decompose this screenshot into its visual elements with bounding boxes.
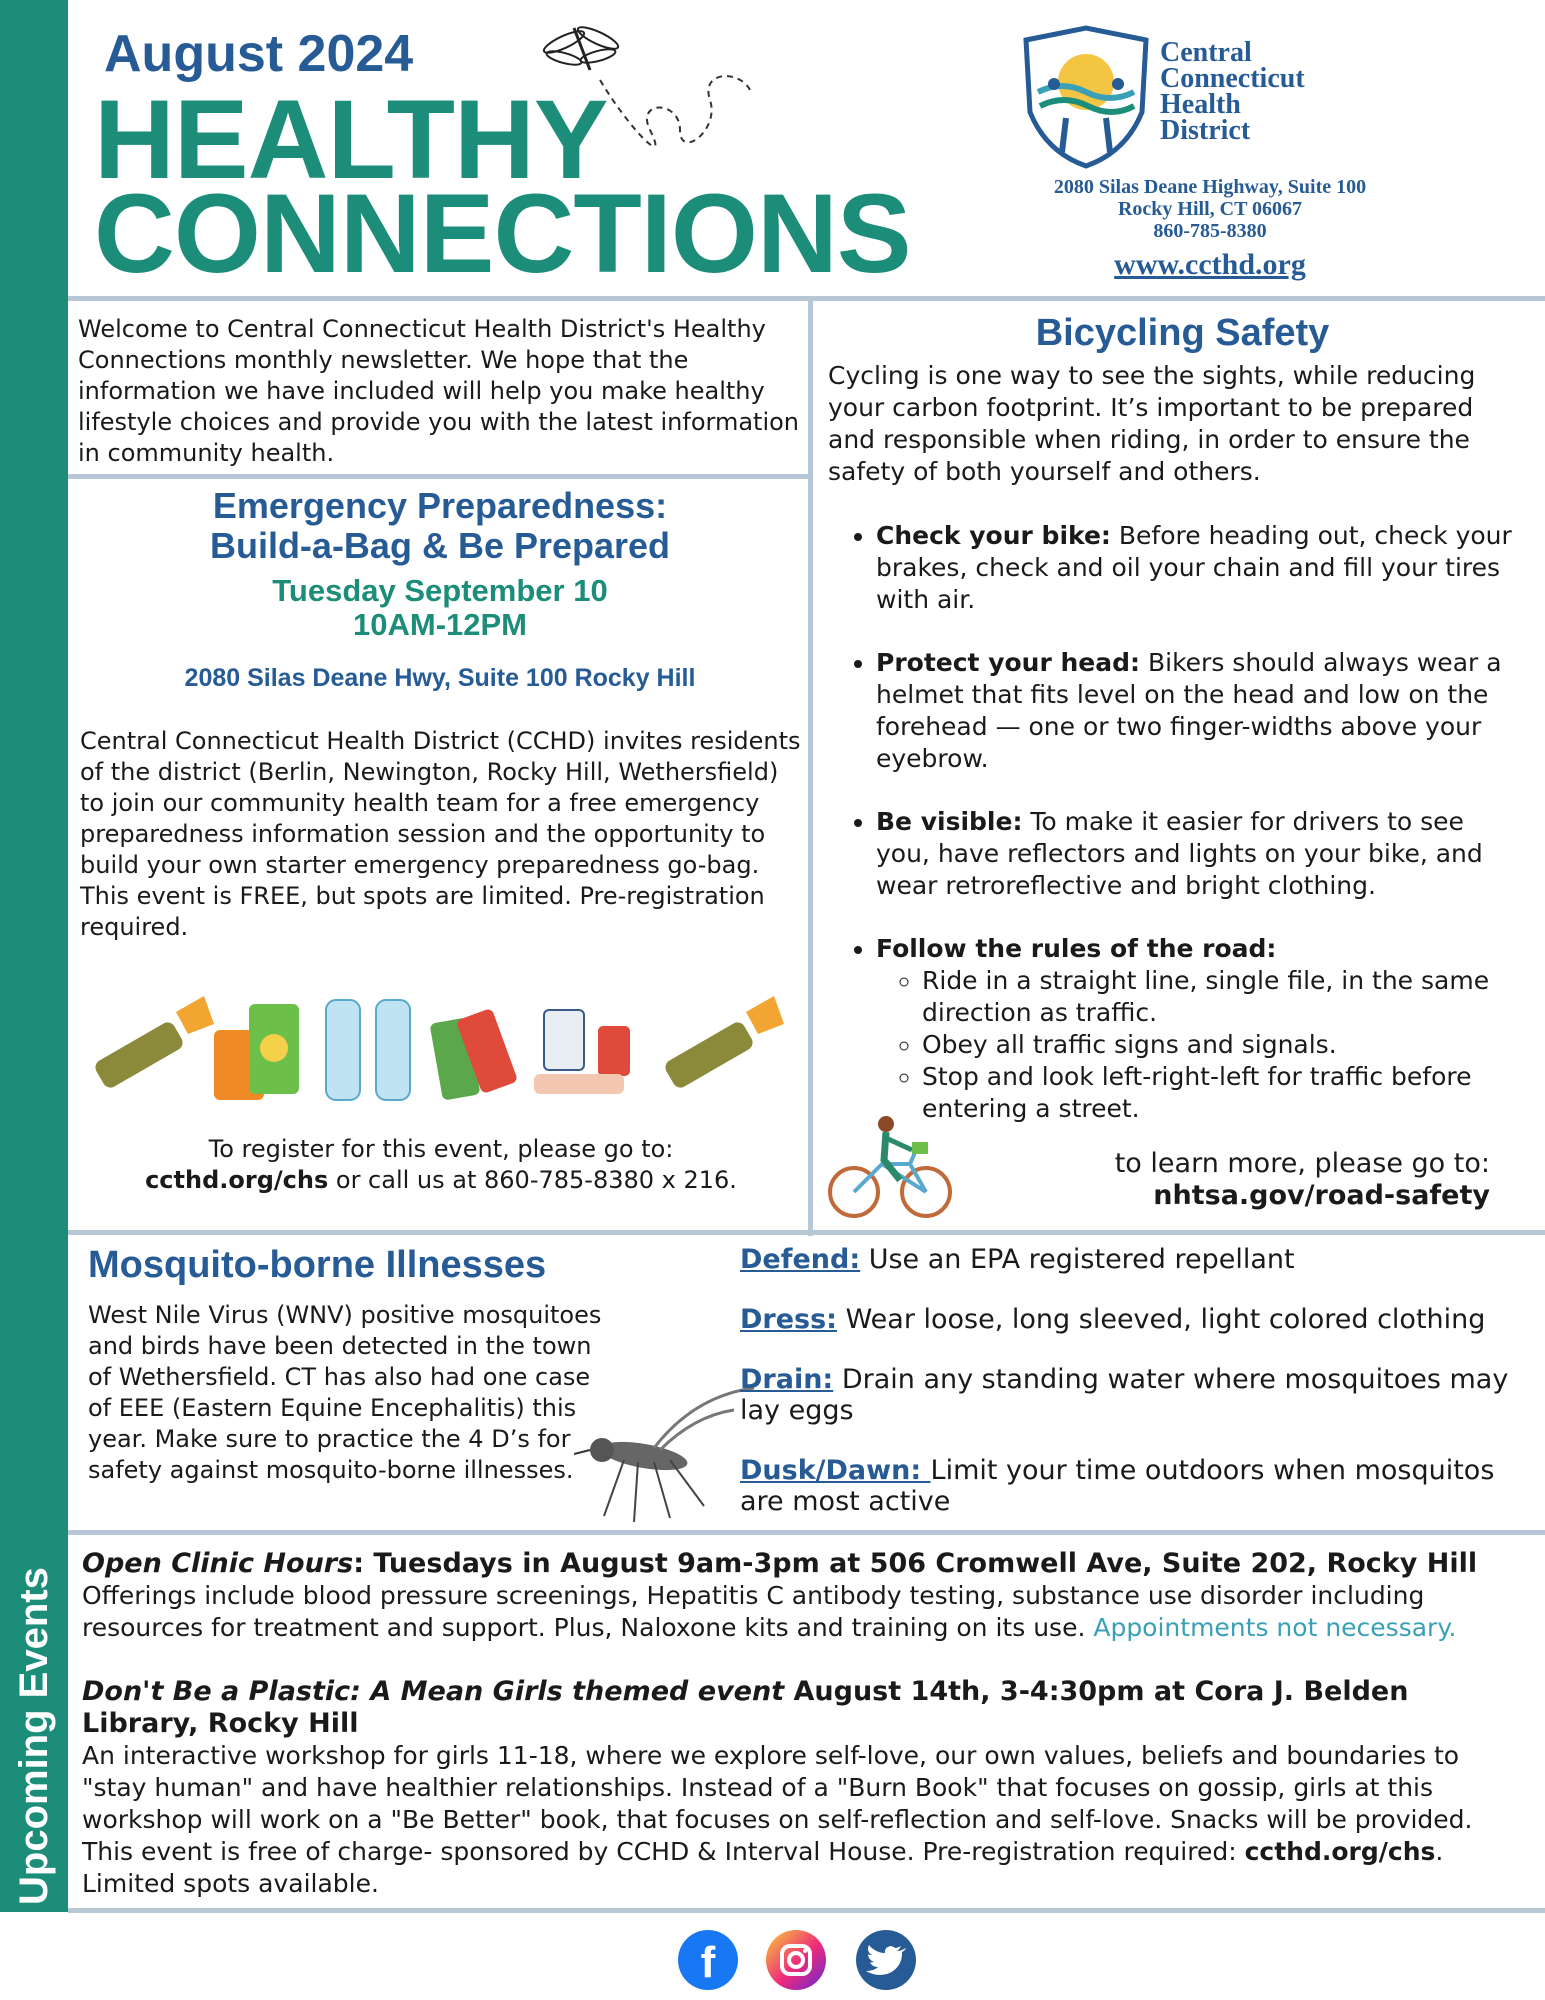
newsletter-title-line1: HEALTHY bbox=[94, 77, 608, 202]
road-rules-list bbox=[876, 965, 1518, 1125]
d-text: Drain any standing water where mosquitoes may lay eggs bbox=[740, 1364, 1509, 1426]
org-name bbox=[1160, 37, 1305, 146]
org-name-line3: Health bbox=[1160, 89, 1241, 120]
twitter-icon[interactable] bbox=[856, 1930, 916, 1990]
instagram-icon[interactable] bbox=[766, 1930, 826, 1990]
plastic-text: An interactive workshop for girls 11-18, where we explore self-love, our own values, beliefs and boundaries to "stay human" and have healthier relationships. Instead of a "Burn Book" that focuses on gossip, girls at this workshop will work on a "Be Better" book, that focuses on self-reflection and self-love. Snacks will be provided. This event is free of charge- sponsored by CCHD & Interval House. Pre-registration required: bbox=[82, 1741, 1473, 1866]
ccthd-logo-shield-icon bbox=[1016, 22, 1156, 172]
mosquito-icon bbox=[574, 1386, 764, 1526]
flashlight-icon bbox=[93, 996, 214, 1090]
tip-text: Before heading out, check your brakes, check and oil your chain and fill your tires with air. bbox=[876, 521, 1512, 614]
org-address-line1: 2080 Silas Deane Highway, Suite 100 bbox=[1053, 176, 1367, 198]
tip-label: Check your bike: bbox=[876, 521, 1111, 550]
battery-icon bbox=[430, 1008, 519, 1101]
divider-header bbox=[68, 296, 1545, 301]
plastic-link[interactable]: ccthd.org/chs bbox=[1244, 1837, 1436, 1866]
emergency-register bbox=[80, 1134, 802, 1196]
plastic-when: August 14th, 3-4:30pm at Cora J. Belden Library, Rocky Hill bbox=[82, 1676, 1409, 1739]
bicycling-intro: Cycling is one way to see the sights, while reducing your carbon footprint. It’s important to be prepared and responsible when riding, in order to ensure the safety of both yourself and others. bbox=[828, 361, 1476, 486]
plastic-event bbox=[82, 1676, 1522, 1900]
clinic-heading bbox=[82, 1548, 1477, 1579]
emergency-datetime bbox=[80, 574, 800, 642]
mosquito-title: Mosquito-borne Illnesses bbox=[88, 1244, 547, 1286]
issue-month: August 2024 bbox=[104, 25, 414, 83]
register-prefix: To register for this event, please go to: bbox=[208, 1135, 674, 1163]
org-name-line4: District bbox=[1160, 115, 1251, 146]
tip-item bbox=[876, 520, 1518, 616]
mosquito-4ds bbox=[740, 1244, 1540, 1517]
divider-middle bbox=[68, 1230, 1545, 1235]
d-defend bbox=[740, 1244, 1540, 1275]
emergency-note: This event is FREE, but spots are limited. Pre-registration required. bbox=[80, 882, 765, 941]
camera-icon bbox=[766, 1930, 826, 1990]
clinic-event bbox=[82, 1548, 1522, 1644]
d-label: Drain: bbox=[740, 1364, 834, 1395]
dragonfly-icon bbox=[540, 20, 760, 180]
facebook-icon[interactable] bbox=[678, 1930, 738, 1990]
mosquito-text: West Nile Virus (WNV) positive mosquitoes and birds have been detected in the town of Wethersfield. CT has also had one case of EEE (Eastern Equine Encephalitis) this year. Make sure to practice the 4 D’s for safety against mosquito-borne illnesses. bbox=[88, 1301, 602, 1484]
divider-footer bbox=[68, 1908, 1545, 1913]
d-text: Limit your time outdoors when mosquitos are most active bbox=[740, 1455, 1495, 1517]
emergency-date: Tuesday September 10 bbox=[272, 573, 608, 608]
register-line bbox=[80, 1165, 802, 1196]
tip-item bbox=[876, 806, 1518, 902]
emergency-location: 2080 Silas Deane Hwy, Suite 100 Rocky Hill bbox=[184, 664, 696, 692]
d-text: Use an EPA registered repellant bbox=[860, 1244, 1295, 1275]
d-label: Dusk/Dawn: bbox=[740, 1455, 931, 1486]
clinic-text: Offerings include blood pressure screenings, Hepatitis C antibody testing, substance use disorder including resources for treatment and support. Plus, Naloxone kits and training on its use. bbox=[82, 1581, 1425, 1642]
emergency-title bbox=[80, 486, 800, 566]
events-content bbox=[82, 1548, 1522, 1900]
org-address-line2: Rocky Hill, CT 06067 bbox=[1117, 198, 1303, 220]
org-phone: 860-785-8380 bbox=[1153, 220, 1267, 242]
tip-text: Bikers should always wear a helmet that fits level on the head and low on the forehead — one or two finger-widths above your eyebrow. bbox=[876, 648, 1502, 773]
org-website-link[interactable]: www.ccthd.org bbox=[1114, 248, 1306, 281]
canned-food-icon bbox=[214, 1004, 299, 1100]
org-name-line1: Central bbox=[1160, 37, 1252, 68]
water-bottle-icon bbox=[326, 1000, 410, 1100]
clinic-note: Appointments not necessary. bbox=[1093, 1613, 1457, 1642]
cyclist-icon bbox=[826, 1104, 956, 1224]
rule-item: ◦ Obey all traffic signs and signals. bbox=[922, 1029, 1518, 1061]
medicine-icon bbox=[534, 1010, 630, 1094]
tip-item bbox=[876, 933, 1518, 1125]
divider-vertical bbox=[808, 296, 813, 1236]
plastic-end: . Limited spots available. bbox=[82, 1837, 1444, 1898]
emergency-description-text: Central Connecticut Health District (CCHD) invites residents of the district (Berlin, Newington, Rocky Hill, Wethersfield) to join our community health team for a free emergency preparedness information session and the opportunity to build your own starter emergency preparedness go-bag. bbox=[80, 727, 801, 879]
emergency-supplies-illustration bbox=[84, 990, 784, 1110]
org-name-line2: Connecticut bbox=[1160, 63, 1305, 94]
plastic-heading bbox=[82, 1676, 1408, 1739]
d-drain bbox=[740, 1364, 1540, 1426]
clinic-title: Open Clinic Hours bbox=[82, 1548, 354, 1579]
clinic-when: : Tuesdays in August 9am-3pm at 506 Cromwell Ave, Suite 202, Rocky Hill bbox=[353, 1548, 1478, 1579]
d-label: Dress: bbox=[740, 1304, 837, 1335]
register-phone: or call us at 860-785-8380 x 216. bbox=[328, 1166, 737, 1194]
tip-label: Be visible: bbox=[876, 807, 1023, 836]
learn-more-link[interactable]: nhtsa.gov/road-safety bbox=[1153, 1180, 1490, 1211]
d-dusk-dawn bbox=[740, 1455, 1540, 1517]
plastic-title: Don't Be a Plastic: A Mean Girls themed event bbox=[82, 1676, 785, 1707]
register-link[interactable]: ccthd.org/chs bbox=[145, 1166, 329, 1194]
emergency-title-line2: Build-a-Bag & Be Prepared bbox=[209, 525, 671, 566]
d-dress bbox=[740, 1304, 1540, 1335]
tip-label: Protect your head: bbox=[876, 648, 1141, 677]
flashlight-icon-right bbox=[663, 996, 784, 1090]
welcome-text: Welcome to Central Connecticut Health District's Healthy Connections monthly newsletter. We hope that the information we have included will help you make healthy lifestyle choices and provide you with the latest information in community health. bbox=[78, 315, 800, 467]
bicycling-tips bbox=[828, 520, 1518, 1125]
rule-item: ◦ Stop and look left-right-left for traffic before entering a street. bbox=[922, 1061, 1518, 1125]
bicycling-learn-more bbox=[1000, 1148, 1490, 1212]
bicycling-title: Bicycling Safety bbox=[1035, 312, 1330, 354]
bicycling-tips-list bbox=[828, 520, 1518, 1125]
learn-more-text: to learn more, please go to: bbox=[1114, 1148, 1490, 1179]
emergency-description bbox=[80, 726, 802, 943]
facebook-letter: f bbox=[700, 1938, 716, 1987]
d-label: Defend: bbox=[740, 1244, 861, 1275]
divider-welcome bbox=[68, 474, 810, 479]
rule-item: ◦ Ride in a straight line, single file, in the same direction as traffic. bbox=[922, 965, 1518, 1029]
d-text: Wear loose, long sleeved, light colored clothing bbox=[836, 1304, 1486, 1335]
tip-label: Follow the rules of the road: bbox=[876, 934, 1277, 963]
tip-text: To make it easier for drivers to see you, have reflectors and lights on your bike, and wear retroreflective and bright clothing. bbox=[876, 807, 1483, 900]
bird-icon bbox=[856, 1930, 916, 1990]
divider-events bbox=[68, 1530, 1545, 1535]
tip-item bbox=[876, 647, 1518, 775]
newsletter-title-line2: CONNECTIONS bbox=[94, 171, 911, 296]
emergency-time: 10AM-12PM bbox=[353, 607, 527, 642]
emergency-title-line1: Emergency Preparedness: bbox=[212, 485, 668, 526]
